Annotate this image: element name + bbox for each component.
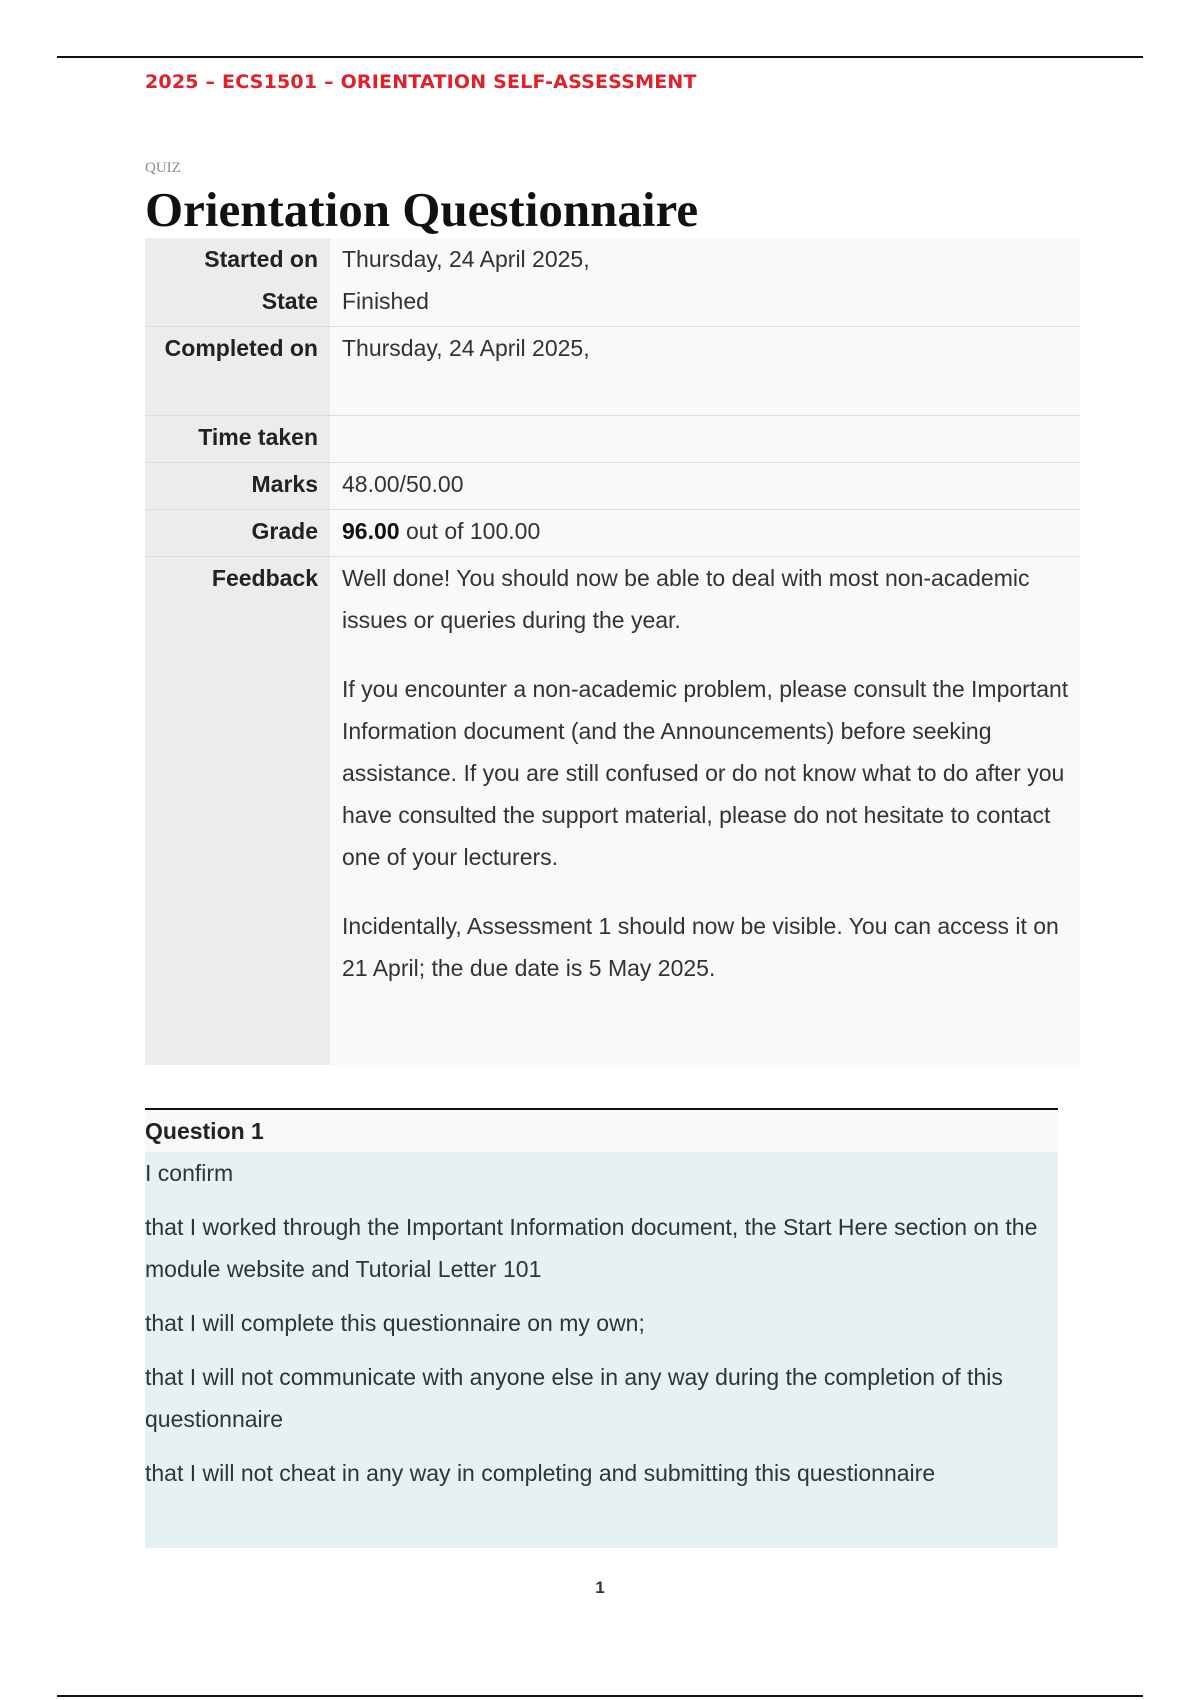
summary-row-grade [145, 510, 1080, 557]
question-title: Question 1 [145, 1110, 1058, 1152]
state-value: Finished [330, 280, 1080, 327]
summary-row-time-taken [145, 416, 1080, 463]
marks-label: Marks [145, 463, 330, 510]
question-line: that I will not communicate with anyone else in any way during the completion of this questionnaire [145, 1364, 1003, 1432]
summary-row-state [145, 280, 1080, 327]
grade-score: 96.00 [342, 518, 400, 544]
started-on-value: Thursday, 24 April 2025, [330, 238, 1080, 280]
page-title: Orientation Questionnaire [145, 182, 699, 237]
state-label: State [145, 280, 330, 327]
question-line: that I will not cheat in any way in completing and submitting this questionnaire [145, 1460, 936, 1486]
marks-value: 48.00/50.00 [330, 463, 1080, 510]
feedback-paragraph: Incidentally, Assessment 1 should now be visible. You can access it on 21 April; the due date is 5 May 2025. [342, 913, 1059, 981]
time-taken-value [330, 416, 1080, 463]
bottom-rule [57, 1695, 1143, 1697]
grade-label: Grade [145, 510, 330, 557]
question-line: that I will complete this questionnaire on my own; [145, 1310, 645, 1336]
summary-row-feedback [145, 557, 1080, 1066]
page-number: 1 [595, 1578, 605, 1597]
question-text [145, 1152, 1058, 1548]
summary-row-started [145, 238, 1080, 280]
question-line: that I worked through the Important Information document, the Start Here section on the module website and Tutorial Letter 101 [145, 1214, 1038, 1282]
quiz-label: QUIZ [145, 160, 181, 176]
completed-on-value: Thursday, 24 April 2025, [330, 327, 1080, 416]
top-rule [57, 56, 1143, 58]
feedback-paragraph: Well done! You should now be able to deal with most non-academic issues or queries during the year. [342, 565, 1030, 633]
document-header: 2025 – ECS1501 – ORIENTATION SELF-ASSESSMENT [145, 71, 697, 93]
summary-row-marks [145, 463, 1080, 510]
feedback-text [330, 557, 1080, 1066]
quiz-summary-table [145, 238, 1080, 1065]
started-on-label: Started on [145, 238, 330, 280]
feedback-label: Feedback [145, 557, 330, 1066]
question-line: I confirm [145, 1160, 234, 1186]
time-taken-label: Time taken [145, 416, 330, 463]
grade-out-of: out of 100.00 [399, 518, 541, 544]
grade-value [330, 510, 1080, 557]
summary-row-completed [145, 327, 1080, 416]
feedback-paragraph: If you encounter a non-academic problem, please consult the Important Information document (and the Announcements) before seeking assistance. If you are still confused or do not know what to do after you have consulted the support material, please do not hesitate to contact one of your lecturers. [342, 676, 1069, 870]
question-1 [145, 1108, 1058, 1548]
completed-on-label: Completed on [145, 327, 330, 416]
